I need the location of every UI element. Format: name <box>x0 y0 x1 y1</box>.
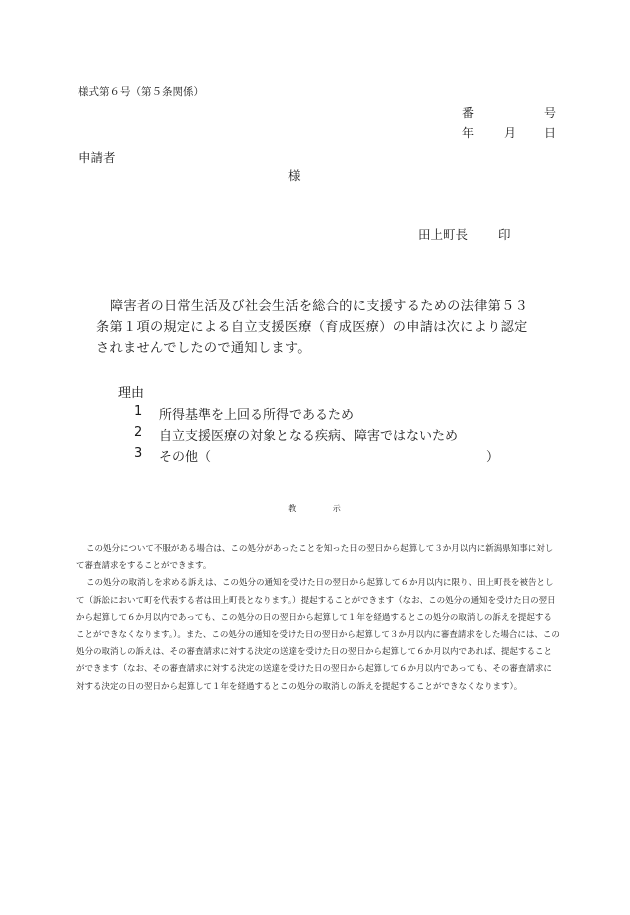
applicant-label: 申請者 <box>78 150 116 165</box>
reason-number: 2 <box>134 425 143 440</box>
notice-section <box>76 541 560 696</box>
notice-paragraph: この処分について不服がある場合は、この処分があったことを知った日の翌日から起算して３か月以内に新潟県知事に対して審査請求をすることができます。 <box>76 544 554 572</box>
number-suffix: 号 <box>544 106 557 120</box>
form-number: 様式第６号（第５条関係） <box>78 86 204 98</box>
notice-title-char: 教 <box>288 504 298 513</box>
document-number-field <box>462 104 557 121</box>
reason-close-paren: ） <box>486 450 500 465</box>
reason-text: 所得基準を上回る所得であるため <box>159 408 355 423</box>
year-label: 年 <box>462 126 475 140</box>
date-field <box>462 124 557 141</box>
notification-body: 障害者の日常生活及び社会生活を総合的に支援するための法律第５３条第１項の規定による自立支援医療（育成医療）の申請は次により認定されませんでしたので通知します。 <box>96 299 529 356</box>
reason-heading: 理由 <box>118 386 145 401</box>
applicant-honorific: 様 <box>288 168 301 183</box>
reason-number: 3 <box>134 446 143 461</box>
notice-title <box>0 503 630 514</box>
seal-mark: 印 <box>498 227 511 242</box>
notice-title-char: 示 <box>332 504 342 513</box>
number-label: 番 <box>462 106 475 120</box>
month-label: 月 <box>504 126 517 140</box>
issuer-block <box>418 225 511 243</box>
notice-paragraph: この処分の取消しを求める訴えは、この処分の通知を受けた日の翌日から起算して６か月以内に限り、田上町長を被告として（訴訟において町を代表する者は田上町長となります。）提起することができます（なお、この処分の通知を受けた日の翌日から起算して６か月以内であっても、この処分の日の翌日から起算して１年を経過するとこの処分の取消しの訴えを提起することができなくなります。）。また、この処分の通知を受けた日の翌日から起算して３か月以内に審査請求をした場合には、この処分の取消しの訴えは、その審査請求に対する決定の送達を受けた日の翌日から起算して６か月以内であれば、提起することができます（なお、その審査請求に対する決定の送達を受けた日の翌日から起算して６か月以内であっても、その審査請求に対する決定の日の翌日から起算して１年を経過するとこの処分の取消しの訴えを提起することができなくなります）。 <box>76 578 560 692</box>
reason-text: 自立支援医療の対象となる疾病、障害ではないため <box>159 429 459 444</box>
issuer-name: 田上町長 <box>418 227 469 242</box>
reason-number: 1 <box>134 404 143 419</box>
reason-text: その他（ <box>159 450 212 465</box>
day-label: 日 <box>544 126 557 140</box>
